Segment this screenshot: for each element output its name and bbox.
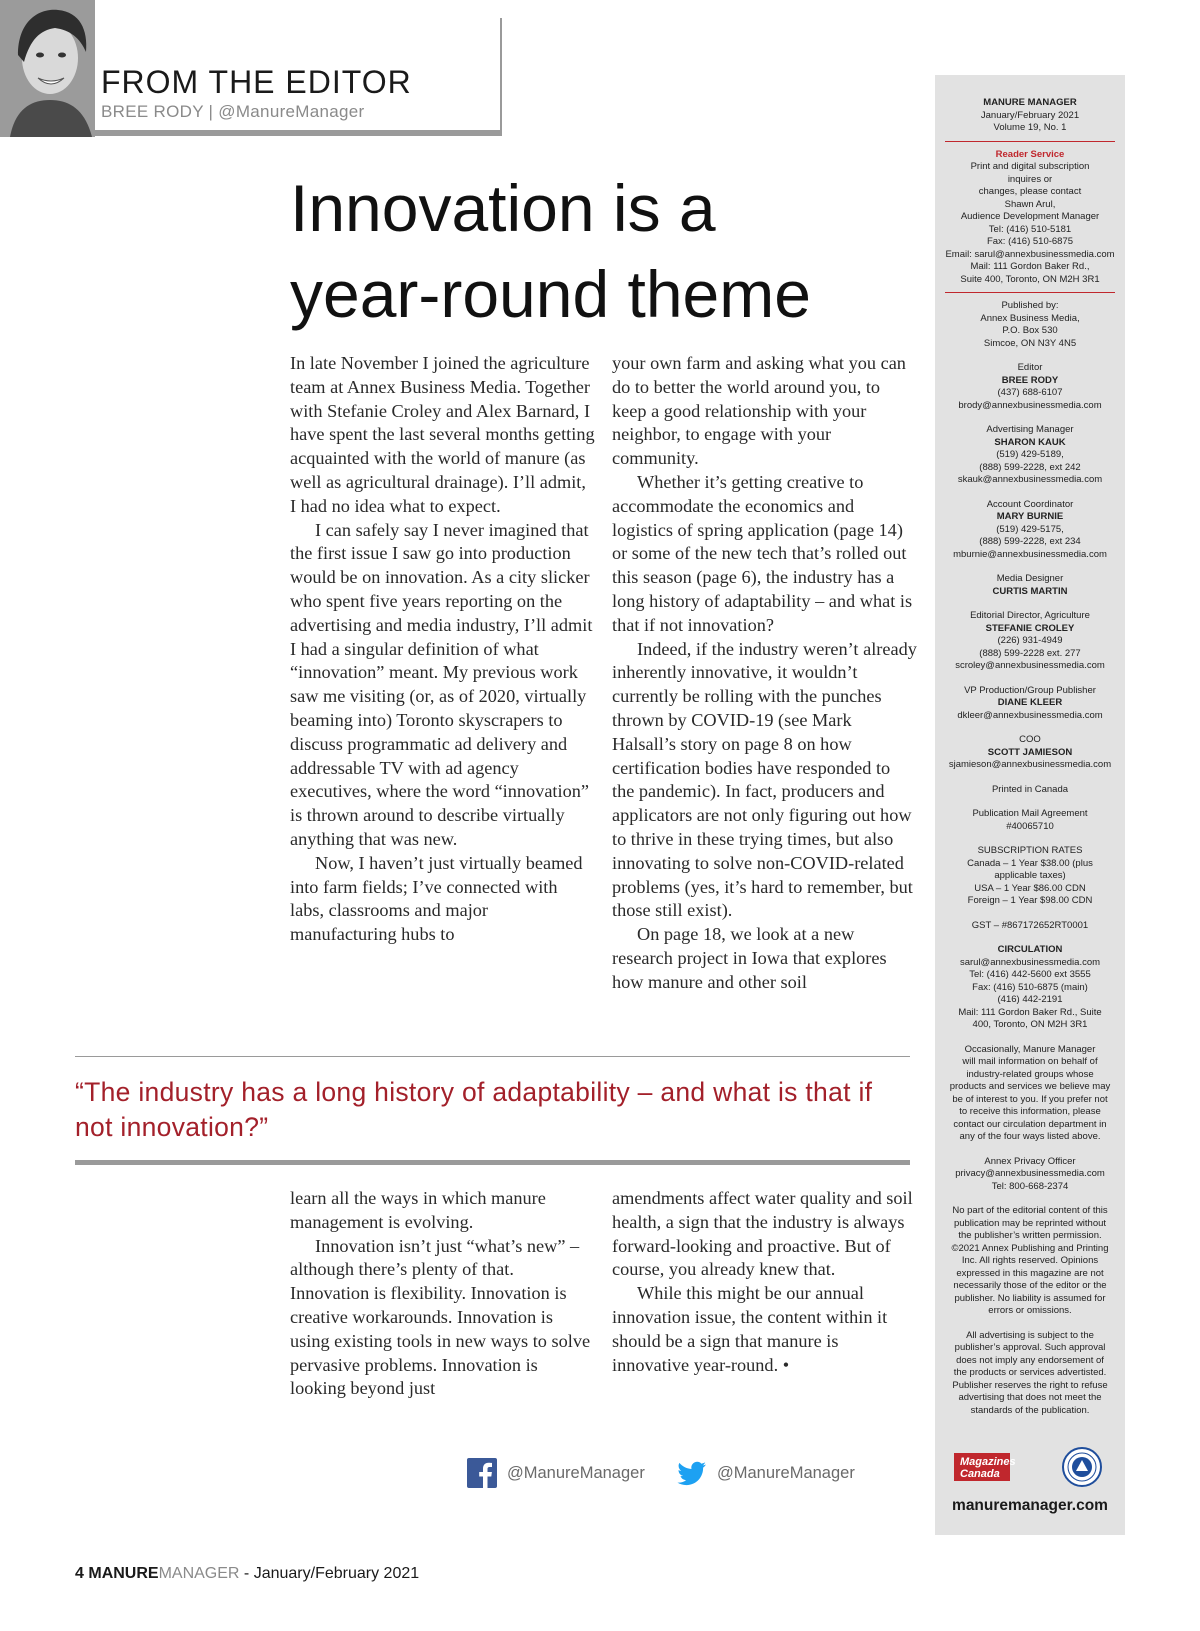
pull-quote: “The industry has a long history of adaptability – and what is that if not innovation?” — [75, 1077, 873, 1142]
masthead-line: VP Production/Group Publisher — [964, 684, 1096, 696]
masthead-line: publisher’s approval. Such approval — [954, 1342, 1106, 1353]
masthead-block — [943, 734, 1117, 772]
masthead-gap — [943, 561, 1117, 573]
facebook-handle: @ManureManager — [507, 1463, 645, 1482]
magazines-canada-logo: Magazines Canada — [954, 1453, 1010, 1481]
paragraph: Indeed, if the industry weren’t already inherently innovative, it wouldn’t currently be rolling with the punches thrown by COVID-19 (see Mark Halsall’s story on page 8 on how certification bodies have responded to the pandemic). In fact, producers and applicators are not only figuring out how to thrive in these trying times, but also innovating to solve non-COVID-related problems (yes, it’s hard to remember, but those still exist). — [612, 638, 917, 921]
seal-logo — [1062, 1447, 1102, 1487]
masthead-line: Fax: (416) 510-6875 (main) — [972, 981, 1088, 993]
header-rule-horizontal — [95, 130, 502, 136]
paragraph: I can safely say I never imagined that the first issue I saw go into production would be on innovation. As a city slicker who spent five years reporting on the advertising and media industry, I’ll admit I had a singular definition of what “innovation” meant. My previous work saw me visiting (or, as of 2020, virtually beaming into) Toronto skyscrapers to discuss programmatic ad delivery and addressable TV with ad agency executives, where the word “innovation” is thrown around to describe virtually anything that was new. — [290, 519, 593, 849]
masthead-line: COO — [1019, 734, 1041, 745]
masthead-line: 400, Toronto, ON M2H 3R1 — [972, 1019, 1088, 1030]
masthead-line: the publisher’s written permission. — [958, 1230, 1102, 1241]
masthead-line: DIANE KLEER — [997, 697, 1063, 708]
headline-line-1: Innovation is a — [290, 171, 716, 245]
footer-brand-bold: MANURE — [88, 1565, 159, 1582]
masthead-block — [943, 1205, 1117, 1318]
footer-issue: - January/February 2021 — [239, 1565, 420, 1582]
masthead-line: to receive this information, please — [959, 1106, 1101, 1117]
paragraph: amendments affect water quality and soil health, a sign that the industry is always forward-looking and proactive. But of course, you already knew that. — [612, 1188, 913, 1280]
masthead-line: Annex Business Media, — [980, 312, 1080, 324]
website-link[interactable]: manuremanager.com — [952, 1497, 1108, 1514]
masthead-gap — [943, 1193, 1117, 1205]
masthead-line: advertising that does not meet the — [958, 1392, 1102, 1403]
masthead-content — [935, 75, 1125, 1417]
masthead-line: (519) 429-5175, — [996, 523, 1064, 535]
masthead-line: Suite 400, Toronto, ON M2H 3R1 — [960, 273, 1100, 285]
twitter-link[interactable] — [677, 1458, 855, 1488]
masthead-line: Print and digital subscription — [970, 161, 1090, 172]
headline-line-2: year-round theme — [290, 257, 811, 331]
masthead-block — [943, 362, 1117, 412]
masthead-line: Simcoe, ON N3Y 4N5 — [983, 337, 1077, 349]
paragraph: In late November I joined the agriculture team at Annex Business Media. Together with Stefanie Croley and Alex Barnard, I have spent the last several months getting acquainted with the world of manure (as well as agricultural drainage). I’ll admit, I had no idea what to expect. — [290, 353, 595, 516]
masthead-gap — [943, 932, 1117, 944]
paragraph: On page 18, we look at a new research project in Iowa that explores how manure and other soil — [612, 924, 887, 992]
masthead-line: BREE RODY — [1001, 374, 1059, 386]
masthead-gap — [943, 908, 1117, 920]
masthead-block — [943, 1156, 1117, 1194]
masthead-line: changes, please contact — [978, 186, 1082, 197]
pull-quote-rule-top — [75, 1056, 910, 1057]
masthead-gap — [943, 350, 1117, 362]
masthead-gap — [943, 1032, 1117, 1044]
masthead-block — [943, 845, 1117, 908]
masthead-sidebar — [935, 75, 1125, 1535]
masthead-line: Occasionally, Manure Manager — [964, 1043, 1096, 1055]
masthead-line: (226) 931-4949 — [997, 635, 1063, 646]
masthead-line: #40065710 — [1006, 820, 1054, 832]
masthead-line: Tel: 800-668-2374 — [991, 1180, 1069, 1192]
masthead-line: contact our circulation department in — [953, 1118, 1107, 1130]
masthead-block — [943, 573, 1117, 598]
masthead-block — [943, 424, 1117, 487]
masthead-gap — [943, 1318, 1117, 1330]
masthead-gap — [943, 487, 1117, 499]
paragraph: Now, I haven’t just virtually beamed into farm fields; I’ve connected with labs, classrooms and major manufacturing hubs to — [290, 852, 583, 945]
twitter-handle: @ManureManager — [717, 1463, 855, 1482]
masthead-line: Media Designer — [996, 573, 1064, 584]
masthead-line: products and services we believe may — [949, 1081, 1111, 1092]
masthead-block — [943, 1044, 1117, 1144]
masthead-gap — [943, 796, 1117, 808]
masthead-line: privacy@annexbusinessmedia.com — [955, 1168, 1105, 1179]
masthead-line: STEFANIE CROLEY — [985, 622, 1075, 634]
twitter-icon — [677, 1458, 707, 1488]
masthead-line: Editor — [1017, 362, 1043, 373]
pull-quote-rule-bottom — [75, 1160, 910, 1165]
masthead-line: Shawn Arul, — [1004, 198, 1056, 210]
masthead-line: Publication Mail Agreement — [972, 808, 1088, 819]
masthead-line: publisher. No liability is assumed for — [954, 1292, 1106, 1304]
masthead-line: Tel: (416) 510-5181 — [988, 223, 1072, 235]
masthead-logos — [954, 1445, 1104, 1485]
masthead-line: (437) 688-6107 — [997, 387, 1063, 398]
masthead-line: GST – #867172652RT0001 — [971, 919, 1089, 931]
masthead-line: sarul@annexbusinessmedia.com — [959, 956, 1101, 968]
masthead-block — [943, 300, 1117, 350]
masthead-line: SUBSCRIPTION RATES — [977, 845, 1083, 856]
masthead-line: No part of the editorial content of this — [952, 1205, 1108, 1216]
masthead-line: publication may be reprinted without — [953, 1217, 1107, 1229]
masthead-block — [943, 944, 1117, 1032]
masthead-line: inquires or — [1007, 173, 1053, 185]
editor-photo — [0, 0, 95, 137]
masthead-line: CIRCULATION — [997, 944, 1063, 955]
footer-brand-light: MANAGER — [158, 1565, 240, 1582]
masthead-block — [943, 97, 1117, 135]
masthead-line: does not imply any endorsement of — [956, 1354, 1104, 1366]
paragraph: While this might be our annual innovation issue, the content within it should be a sign that manure is innovative year-round. • — [612, 1283, 888, 1375]
masthead-line: Editorial Director, Agriculture — [970, 610, 1090, 621]
masthead-line: Foreign – 1 Year $98.00 CDN — [967, 895, 1093, 906]
masthead-line: (888) 599-2228, ext 234 — [979, 536, 1081, 547]
masthead-line: dkleer@annexbusinessmedia.com — [957, 709, 1103, 721]
masthead-line: USA – 1 Year $86.00 CDN — [974, 882, 1086, 894]
masthead-line: (416) 442-2191 — [997, 994, 1063, 1005]
masthead-block — [943, 1330, 1117, 1418]
masthead-line: the products or services advertisted. — [953, 1367, 1107, 1378]
masthead-line: scroley@annexbusinessmedia.com — [955, 660, 1105, 671]
page-number: 4 — [75, 1565, 84, 1582]
masthead-separator — [945, 292, 1115, 293]
masthead-gap — [943, 598, 1117, 610]
masthead-block — [943, 499, 1117, 562]
masthead-line: Account Coordinator — [986, 498, 1074, 510]
masthead-block — [943, 920, 1117, 933]
masthead-line: MARY BURNIE — [996, 511, 1064, 522]
paragraph: your own farm and asking what you can do to better the world around you, to keep a good relationship with your neighbor, to engage with your community. — [612, 353, 906, 469]
masthead-line: skauk@annexbusinessmedia.com — [957, 474, 1103, 485]
body-column-1-top — [290, 352, 595, 947]
masthead-line: Publisher reserves the right to refuse — [952, 1379, 1108, 1391]
masthead-line: ©2021 Annex Publishing and Printing — [951, 1242, 1109, 1254]
body-column-2-top — [612, 352, 917, 995]
masthead-line: P.O. Box 530 — [1002, 325, 1058, 336]
masthead-line: (888) 599-2228, ext 242 — [979, 461, 1081, 473]
masthead-line: Printed in Canada — [991, 783, 1069, 795]
byline: BREE RODY | @ManureManager — [101, 102, 365, 121]
masthead-gap — [943, 1144, 1117, 1156]
masthead-line: January/February 2021 — [980, 109, 1080, 121]
masthead-line: (888) 599-2228 ext. 277 — [979, 647, 1081, 659]
masthead-line: Annex Privacy Officer — [984, 1155, 1076, 1167]
masthead-line: All advertising is subject to the — [966, 1329, 1094, 1341]
masthead-block — [943, 808, 1117, 833]
masthead-line: Canada – 1 Year $38.00 (plus — [967, 857, 1093, 869]
masthead-line: Published by: — [1001, 300, 1059, 311]
masthead-line: Tel: (416) 442-5600 ext 3555 — [969, 969, 1091, 980]
masthead-gap — [943, 412, 1117, 424]
facebook-link[interactable] — [467, 1458, 645, 1488]
masthead-block — [943, 149, 1117, 287]
masthead-block — [943, 685, 1117, 723]
masthead-separator — [945, 141, 1115, 142]
masthead-line: MANURE MANAGER — [983, 97, 1077, 108]
masthead-line: errors or omissions. — [988, 1305, 1072, 1316]
masthead-line: (519) 429-5189, — [996, 449, 1064, 460]
masthead-line: any of the four ways listed above. — [959, 1131, 1101, 1142]
headline — [290, 165, 910, 337]
header-rule-vertical — [500, 18, 502, 136]
masthead-line: applicable taxes) — [994, 870, 1066, 881]
masthead-line: necessarily those of the editor or the — [953, 1280, 1107, 1291]
masthead-block — [943, 610, 1117, 673]
masthead-line: CURTIS MARTIN — [992, 585, 1068, 597]
masthead-block — [943, 784, 1117, 797]
masthead-line: Audience Development Manager — [960, 211, 1100, 222]
paragraph: learn all the ways in which manure management is evolving. — [290, 1188, 546, 1232]
masthead-line: sjamieson@annexbusinessmedia.com — [948, 759, 1112, 770]
masthead-line: Advertising Manager — [986, 424, 1074, 435]
masthead-line: Mail: 111 Gordon Baker Rd., Suite — [958, 1006, 1102, 1018]
masthead-line: standards of the publication. — [970, 1404, 1090, 1416]
masthead-line: SCOTT JAMIESON — [987, 746, 1073, 758]
masthead-line: brody@annexbusinessmedia.com — [958, 399, 1102, 411]
masthead-line: expressed in this magazine are not — [956, 1267, 1104, 1279]
masthead-line: Email: sarul@annexbusinessmedia.com — [945, 248, 1115, 260]
masthead-gap — [943, 772, 1117, 784]
masthead-line: mburnie@annexbusinessmedia.com — [953, 548, 1107, 560]
body-column-1-bottom — [290, 1187, 595, 1401]
masthead-line: Mail: 111 Gordon Baker Rd., — [970, 261, 1090, 272]
facebook-icon — [467, 1458, 497, 1488]
masthead-line: Reader Service — [995, 148, 1065, 160]
masthead-line: Volume 19, No. 1 — [993, 122, 1067, 133]
masthead-gap — [943, 673, 1117, 685]
body-column-2-bottom — [612, 1187, 917, 1377]
paragraph: Whether it’s getting creative to accommodate the economics and logistics of spring application (page 14) or some of the new tech that’s rolled out this season (page 6), the industry has a long history of adaptability – and what is that if not innovation? — [612, 471, 913, 635]
masthead-line: will mail information on behalf of — [962, 1056, 1098, 1067]
masthead-line: Fax: (416) 510-6875 — [986, 236, 1074, 247]
masthead-gap — [943, 833, 1117, 845]
masthead-line: be of interest to you. If you prefer not — [952, 1093, 1108, 1105]
masthead-line: industry-related groups whose — [966, 1068, 1094, 1080]
page-footer — [75, 1565, 419, 1583]
masthead-line: Inc. All rights reserved. Opinions — [961, 1255, 1099, 1266]
section-title: FROM THE EDITOR — [101, 64, 412, 100]
masthead-line: SHARON KAUK — [994, 436, 1066, 448]
masthead-gap — [943, 722, 1117, 734]
paragraph: Innovation isn’t just “what’s new” – although there’s plenty of that. Innovation is flexibility. Innovation is creative workarounds. Innovation is using existing tools in new ways to solve pervasive problems. Innovation is looking beyond just — [290, 1235, 591, 1399]
